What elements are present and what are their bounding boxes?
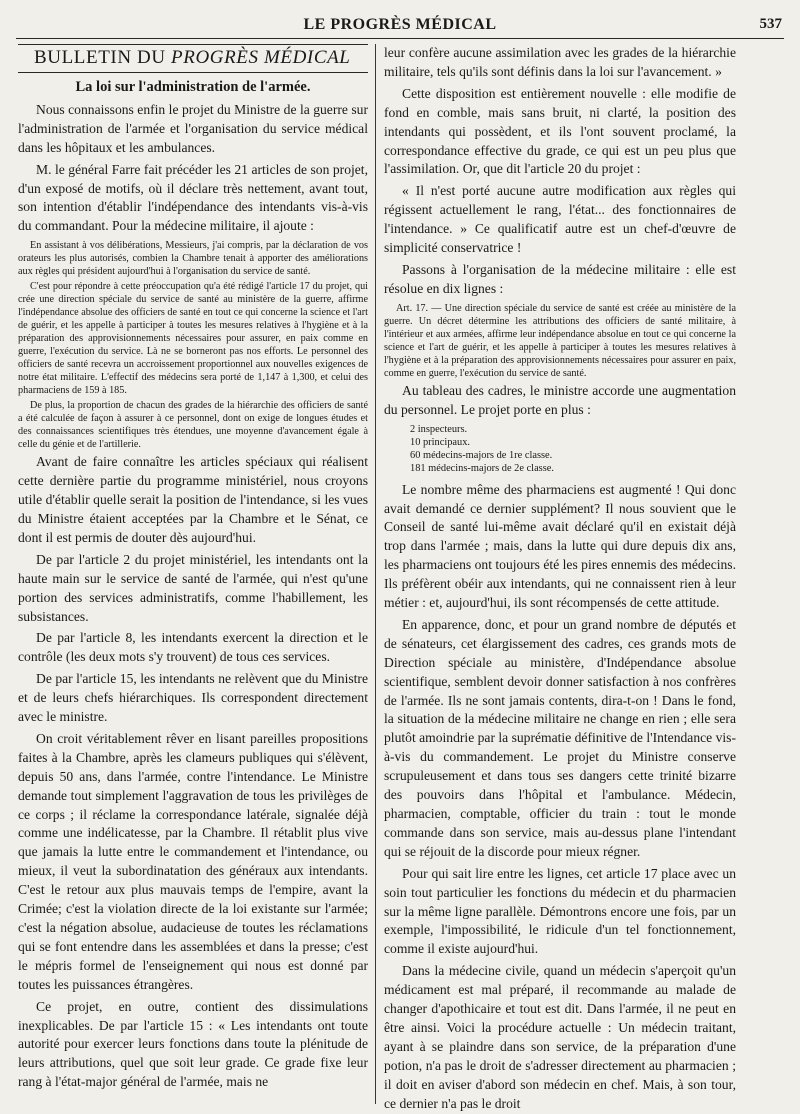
paragraph: Nous connaissons enfin le projet du Ministre de la guerre sur l'administration de l'armée et l'organisation du service médical dans les hôpitaux et les ambulances. bbox=[18, 101, 368, 155]
quoted-paragraph: En assistant à vos délibérations, Messieurs, j'ai compris, par la déclaration de vos orateurs les plus autorisés, combien la Chambre tenait à apporter des améliorations aux règles qui président aujourd'hui à l'organisation du service de santé. bbox=[18, 240, 368, 278]
running-header bbox=[16, 14, 784, 39]
paragraph: De par l'article 15, les intendants ne relèvent que du Ministre et de leurs chefs hiérarchiques. Ils correspondent directement avec le ministre. bbox=[18, 671, 368, 725]
paragraph: Ce projet, en outre, contient des dissimulations inexplicables. De par l'article 15 : « Les intendants ont toute autorité pour exercer leurs fonctions dans toute la plénitude de leurs attributions, quel que soit leur grade. Ce grade fixe leur rang à l'état-major général de l'armée, mais ne bbox=[18, 998, 368, 1090]
page-number: 537 bbox=[759, 16, 782, 32]
paragraph: On croit véritablement rêver en lisant pareilles propositions faites à la Chambre, après les clameurs publiques qui s'élèvent, depuis 50 ans, dans l'armée, contre l'intendance. Le Ministre demande tout simplement l'aggravation de tous les privilèges de ce corps ; il réclame la correspondance latérale, signalée déjà comme une indélicatesse, par la Chambre. Il rétablit plus vive que jamais la lutte entre le commandement et l'intendance, ou mieux, il veut la subordinatation des généraux aux intendants. C'est le retour aux plus mauvais temps de l'empire, avant la Crimée; c'est la violation directe de la loi existante sur l'armée; c'est la négation absolue, audacieuse de toutes les réclamations qui se font entendre dans les assemblées et dans la presse; c'est le mépris formel de l'enseignement qui nous est donné par toutes les puissances étrangères. bbox=[18, 730, 368, 992]
paragraph: leur confère aucune assimilation avec les grades de la hiérarchie militaire, tels qu'ils sont définis dans la loi sur l'avancement. » bbox=[384, 45, 736, 79]
paragraph: M. le général Farre fait précéder les 21 articles de son projet, d'un exposé de motifs, où il déclare très nettement, avant tout, son intention d'établir l'indépendance des intendants vis-à-vis du commandant. Pour la médecine militaire, il ajoute : bbox=[18, 161, 368, 234]
staff-increase-list bbox=[410, 423, 736, 475]
quoted-article: Art. 17. — Une direction spéciale du service de santé est créée au ministère de la guerre. Un décret détermine les attributions des officiers de santé militaire, à l'intérieur et aux armées, affirme leur indépendance absolue en tout ce qui concerne la science et l'art de guérir, et les appelle à participer à toutes les mesures relatives à l'hygiène et à la préparation des approvisionnements nécessaires pour assurer en paix, comme en guerre, l'exécution du service de santé. bbox=[384, 302, 736, 379]
left-column bbox=[18, 44, 368, 1100]
list-item: 10 principaux. bbox=[410, 436, 471, 448]
quoted-paragraph: C'est pour répondre à cette préoccupation qu'a été rédigé l'article 17 du projet, qui crée une direction spéciale du service de santé au ministère de la guerre, affirme l'indépendance absolue des officiers de santé en tout ce qui concerne la science et l'art de guérir, et les appelle à participer à toutes les mesures relatives à l'hygiène et à la préparation des approvisionnements nécessaires pour assurer, en paix comme en guerre, l'exécution du service. Là ne se borneront pas nos efforts. Le personnel des officiers de santé recevra un accroissement proportionnel aux nouvelles exigences de notre état militaire. L'effectif des médecins sera porté de 1,147 à 1,300, et celui des pharmaciens de 159 à 185. bbox=[18, 281, 368, 397]
bulletin-title-journal: PROGRÈS MÉDICAL bbox=[171, 47, 351, 68]
paragraph: « Il n'est porté aucune autre modification aux règles qui régissent actuellement le rang, l'état... des fonctionnaires de l'intendance. » Ce qualificatif autre est un chef-d'œuvre de simplicité conservatrice ! bbox=[384, 183, 736, 256]
paragraph: Le nombre même des pharmaciens est augmenté ! Qui donc avait demandé ce dernier supplément? Il nous souvient que le Conseil de santé lui-même avait déclaré qu'il en existait déjà trop dans l'armée ; mais, dans la lutte qui dure depuis dix ans, les pharmaciens ont toujours été les pires ennemis des médecins. Ils préfèrent obéir aux intendants, qui ne connaissent rien à leur métier : et, aujourd'hui, ils sont récompensés de cette attitude. bbox=[384, 481, 736, 611]
paragraph: De par l'article 8, les intendants exercent la direction et le contrôle (les deux mots s'y trouvent) de tous ces services. bbox=[18, 630, 368, 665]
list-item: 60 médecins-majors de 1re classe. bbox=[410, 449, 553, 461]
bulletin-title: BULLETIN DU bbox=[34, 47, 166, 68]
paragraph: De par l'article 2 du projet ministériel, les intendants ont la haute main sur le service de santé de l'armée, qui n'est qu'une portion des services administratifs, comme l'habillement, les subsistances. bbox=[18, 551, 368, 624]
list-item: 181 médecins-majors de 2e classe. bbox=[410, 462, 554, 474]
article-title: La loi sur l'administration de l'armée. bbox=[75, 79, 311, 95]
paragraph: Pour qui sait lire entre les lignes, cet article 17 place avec un soin tout particulier les fonctions du médecin et du pharmacien sur la même ligne parallèle. Démontrons encore une fois, par un exemple, l'impossibilité, le ridicule d'un tel fonctionnement, comme il existe aujourd'hui. bbox=[384, 865, 736, 957]
paragraph: Dans la médecine civile, quand un médecin s'aperçoit qu'un médicament est mal préparé, il recommande au malade de changer d'apothicaire et tout est dit. Dans l'armée, il ne peut en être ainsi. Voici la procédure actuelle : Un médecin traitant, ayant à se plaindre dans son service, de la préparation d'une potion, n'a pas le droit de s'adresser directement au pharmacien ; il doit en aviser d'abord son médecin en chef. Mais, à son tour, ce dernier n'a pas le droit bbox=[384, 963, 736, 1111]
quoted-paragraph: De plus, la proportion de chacun des grades de la hiérarchie des officiers de santé a été calculée de façon à assurer à ce personnel, dont on exige de longues études et des connaissances scientifiques très étendues, une moyenne d'avancement égale à celle du génie et de l'artillerie. bbox=[18, 400, 368, 451]
paragraph: Avant de faire connaître les articles spéciaux qui réalisent cette dernière partie du programme ministériel, nous croyons utile d'établir quelle serait la position de l'intendance, si les vues du Ministre étaient acceptées par la Chambre et le Sénat, ce dont il est permis de douter dès aujourd'hui. bbox=[18, 454, 368, 545]
bulletin-heading bbox=[18, 44, 368, 73]
paragraph: Au tableau des cadres, le ministre accorde une augmentation du personnel. Le projet porte en plus : bbox=[384, 382, 736, 417]
list-item: 2 inspecteurs. bbox=[410, 423, 468, 435]
paragraph: En apparence, donc, et pour un grand nombre de députés et de sénateurs, cet élargissement des cadres, ces grands mots de Direction spéciale au ministère, d'Indépendance absolue scientifique, semblent devoir donner satisfaction à nos confrères de l'armée. Ils ne sont jamais contents, dira-t-on ! Dans le fond, la situation de la médecine militaire ne change en rien ; elle sera plutôt amoindrie par la suprématie définitive de l'Intendance vis-à-vis du commandement. Le projet du Ministre conserve scrupuleusement et dans tous ses dangers cette trinité bizarre des pouvoirs dans l'hôpital et l'ambulance. Médecin, pharmacien, comptable, officier du train : tout le monde commande dans son service, mais au-dessus plane l'intendant qui se réjouit de la discorde pour mieux régner. bbox=[384, 616, 736, 859]
column-divider bbox=[375, 44, 376, 1104]
right-column bbox=[384, 44, 736, 1111]
running-title: LE PROGRÈS MÉDICAL bbox=[303, 16, 497, 33]
paragraph: Passons à l'organisation de la médecine militaire : elle est résolue en dix lignes : bbox=[384, 261, 736, 296]
paragraph: Cette disposition est entièrement nouvelle : elle modifie de fond en comble, mais sans bruit, ni clarté, la position des intendants qui possèdent, et ils l'ont souvent proclamé, la correspondance effective du grade, ce qui est un peu plus que l'assimilation. Or, que dit l'article 20 du projet : bbox=[384, 85, 736, 177]
